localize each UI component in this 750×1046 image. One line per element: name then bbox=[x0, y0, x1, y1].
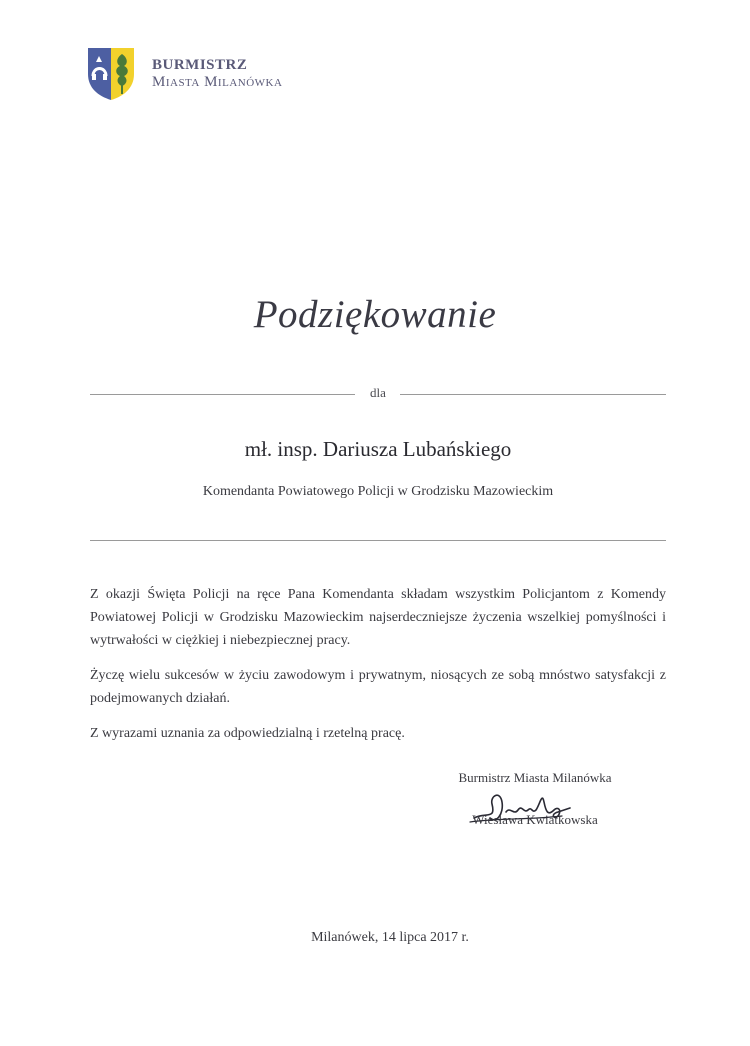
office-line1: BURMISTRZ bbox=[152, 56, 248, 73]
recipient-name: mł. insp. Dariusza Lubańskiego bbox=[244, 437, 512, 461]
place-date: Milanówek, 14 lipca 2017 r. bbox=[311, 930, 469, 945]
coat-of-arms-icon bbox=[86, 46, 136, 102]
office-line2: Miasta Milanówka bbox=[152, 74, 283, 90]
for-label: dla bbox=[370, 385, 386, 400]
paragraph: Z wyrazami uznania za odpowiedzialną i rzetelną pracę. bbox=[90, 726, 405, 741]
divider-right bbox=[400, 394, 666, 395]
document-title: Podziękowanie bbox=[253, 293, 497, 336]
recipient-title: Komendanta Powiatowego Policji w Grodzisku Mazowieckim bbox=[202, 484, 554, 499]
divider-left bbox=[90, 394, 355, 395]
paragraph: Życzę wielu sukcesów w życiu zawodowym i prywatnym, niosących ze sobą mnóstwo satysfakcji z podejmowanych działań. bbox=[90, 668, 666, 706]
signer-name: Wiesława Kwiatkowska bbox=[472, 812, 598, 827]
divider-bottom bbox=[90, 540, 666, 541]
for-divider bbox=[90, 385, 666, 405]
signature-block bbox=[420, 770, 650, 828]
signer-role: Burmistrz Miasta Milanówka bbox=[458, 770, 612, 785]
paragraph: Z okazji Święta Policji na ręce Pana Komendanta składam wszystkim Policjantom z Komendy Powiatowej Policji w Grodzisku Mazowieckim najserdeczniejsze życzenia wszelkiej pomyślności i wytrwałości w ciężkiej i niebezpiecznej pracy. bbox=[90, 587, 666, 648]
letter-body bbox=[90, 583, 666, 757]
letterhead bbox=[86, 46, 282, 102]
issuing-office bbox=[152, 57, 282, 92]
